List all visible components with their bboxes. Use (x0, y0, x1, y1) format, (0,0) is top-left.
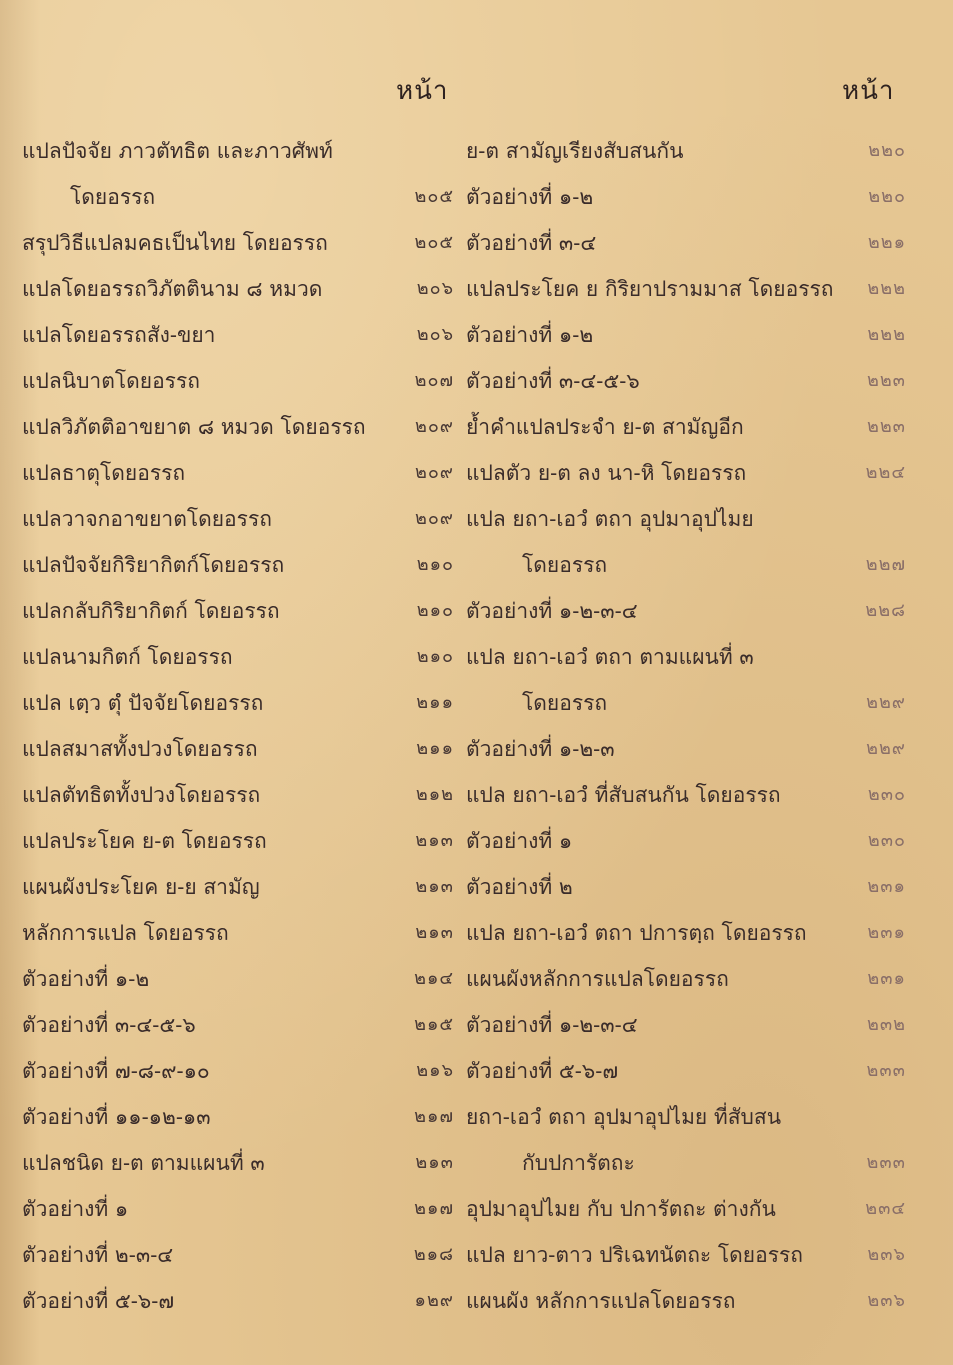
toc-entry-page-number: ๒๐๙ (414, 508, 454, 529)
toc-entry (466, 680, 906, 726)
toc-entry-title: โดยอรรถ (522, 691, 608, 715)
toc-entry-page-number: ๒๑๓ (415, 922, 454, 943)
toc-entry-page-number: ๒๑๑ (416, 692, 454, 713)
toc-entry-page-number: ๒๑๐ (416, 554, 454, 575)
toc-entry-title: แปลประโยค ย กิริยาปรามมาส โดยอรรถ (466, 277, 834, 301)
left-page-header: หน้า (396, 76, 449, 106)
toc-entry (466, 864, 906, 910)
toc-entry (22, 956, 454, 1002)
toc-entry-title: แปลประโยค ย-ต โดยอรรถ (22, 829, 267, 853)
toc-entry-page-number: ๑๒๙ (414, 1290, 454, 1311)
toc-entry-title: แปลปัจจัยกิริยากิตก์โดยอรรถ (22, 553, 285, 577)
toc-entry (466, 404, 906, 450)
toc-entry-title: แปลวาจกอาขยาตโดยอรรถ (22, 507, 272, 531)
toc-entry (466, 1232, 906, 1278)
toc-entry (22, 1232, 454, 1278)
toc-entry-page-number: ๒๒๓ (866, 416, 906, 437)
toc-entry (22, 1140, 454, 1186)
toc-entry-title: ตัวอย่างที่ ๑๑-๑๒-๑๓ (22, 1105, 211, 1129)
toc-entry (22, 818, 454, 864)
toc-entry-page-number: ๒๒๒ (867, 278, 906, 299)
toc-entry-page-number: ๒๓๑ (867, 922, 906, 943)
toc-entry (466, 1278, 906, 1324)
toc-entry (466, 1048, 906, 1094)
toc-entry-title: ตัวอย่างที่ ๑-๒-๓-๔ (466, 599, 638, 623)
toc-entry-title: ตัวอย่างที่ ๑-๒ (466, 323, 594, 347)
toc-entry-title: ตัวอย่างที่ ๓-๔-๕-๖ (466, 369, 640, 393)
toc-entry-page-number: ๒๒๐ (868, 186, 906, 207)
toc-entry-page-number: ๒๑๗ (414, 1106, 454, 1127)
toc-entry-title: สรุปวิธีแปลมคธเป็นไทย โดยอรรถ (22, 231, 328, 255)
toc-entry-page-number: ๒๑๓ (415, 876, 454, 897)
toc-entry (466, 220, 906, 266)
toc-entry-page-number: ๒๓๔ (865, 1198, 906, 1219)
toc-entry (22, 680, 454, 726)
toc-entry-page-number: ๒๒๐ (868, 140, 906, 161)
toc-entry-page-number: ๒๓๖ (867, 1244, 906, 1265)
toc-entry-page-number: ๒๑๓ (415, 1152, 454, 1173)
toc-entry-page-number: ๒๐๖ (416, 278, 454, 299)
toc-entry-title: ตัวอย่างที่ ๑-๒-๓ (466, 737, 615, 761)
toc-entry-title: ตัวอย่างที่ ๑ (22, 1197, 129, 1221)
toc-entry (22, 358, 454, 404)
toc-entry-page-number: ๒๓๐ (867, 830, 906, 851)
toc-entry (22, 266, 454, 312)
toc-entry-page-number: ๒๑๓ (415, 830, 454, 851)
toc-entry-title: อุปมาอุปไมย กับ ปการัตถะ ต่างกัน (466, 1197, 776, 1221)
toc-entry (22, 1048, 454, 1094)
toc-entry-title: ตัวอย่างที่ ๗-๘-๙-๑๐ (22, 1059, 210, 1083)
toc-entry (466, 450, 906, 496)
toc-entry-title: แปลวิภัตติอาขยาต ๘ หมวด โดยอรรถ (22, 415, 366, 439)
toc-entry (22, 1094, 454, 1140)
toc-entry-title: แปลสมาสทั้งปวงโดยอรรถ (22, 737, 258, 761)
toc-entry (22, 220, 454, 266)
toc-entry (466, 588, 906, 634)
toc-entry-page-number: ๒๐๙ (414, 462, 454, 483)
toc-entry-page-number: ๒๒๑ (867, 232, 906, 253)
toc-entry-page-number: ๒๐๗ (414, 370, 454, 391)
toc-entry-page-number: ๒๓๓ (866, 1152, 906, 1173)
toc-entry (466, 174, 906, 220)
toc-entry-page-number: ๒๒๓ (866, 370, 906, 391)
toc-entry (22, 542, 454, 588)
toc-entry (466, 1002, 906, 1048)
toc-entry-page-number: ๒๑๘ (413, 1244, 454, 1265)
toc-entry-page-number: ๒๑๑ (416, 738, 454, 759)
toc-entry-page-number: ๒๒๙ (866, 738, 906, 759)
toc-entry-title: แปล ยถา-เอวํ ตถา ปการตฺถ โดยอรรถ (466, 921, 807, 945)
toc-entry-page-number: ๒๓๑ (867, 968, 906, 989)
toc-entry-title: แผนผัง หลักการแปลโดยอรรถ (466, 1289, 736, 1313)
toc-entry-page-number: ๒๒๔ (865, 462, 906, 483)
toc-entry (22, 496, 454, 542)
toc-entry-title: โดยอรรถ (70, 185, 156, 209)
toc-entry-page-number: ๒๒๗ (865, 554, 906, 575)
toc-entry-page-number: ๒๒๙ (866, 692, 906, 713)
toc-entry (466, 1140, 906, 1186)
toc-entry-page-number: ๒๐๕ (414, 232, 454, 253)
toc-entry (466, 772, 906, 818)
toc-entry-page-number: ๒๑๗ (414, 1198, 454, 1219)
toc-entry-title: แปลนิบาตโดยอรรถ (22, 369, 200, 393)
toc-entry (466, 266, 906, 312)
toc-entry (22, 1002, 454, 1048)
toc-entry-page-number: ๒๓๓ (866, 1060, 906, 1081)
toc-entry-title: แปลโดยอรรถวิภัตตินาม ๘ หมวด (22, 277, 323, 301)
toc-entry (466, 956, 906, 1002)
toc-entry-title: หลักการแปล โดยอรรถ (22, 921, 229, 945)
toc-entry-page-number: ๒๑๒ (415, 784, 454, 805)
toc-entry (466, 312, 906, 358)
toc-entry-page-number: ๒๑๐ (416, 600, 454, 621)
toc-entry-title: แปลปัจจัย ภาวตัทธิต และภาวศัพท์ (22, 139, 333, 163)
toc-entry-title: แปลตัว ย-ต ลง นา-หิ โดยอรรถ (466, 461, 747, 485)
toc-entry-title: ตัวอย่างที่ ๕-๖-๗ (22, 1289, 175, 1313)
toc-entry (22, 404, 454, 450)
toc-entry-title: ตัวอย่างที่ ๑-๒-๓-๔ (466, 1013, 638, 1037)
toc-entry-page-number: ๒๓๖ (867, 1290, 906, 1311)
toc-entry (22, 772, 454, 818)
toc-entry (466, 1186, 906, 1232)
toc-entry-title: แปลตัทธิตทั้งปวงโดยอรรถ (22, 783, 261, 807)
right-toc-column (466, 128, 906, 1324)
toc-entry-title: ตัวอย่างที่ ๒-๓-๔ (22, 1243, 174, 1267)
toc-entry-page-number: ๒๑๕ (414, 1014, 454, 1035)
toc-entry-page-number: ๒๐๕ (414, 186, 454, 207)
toc-entry (466, 726, 906, 772)
toc-entry-title: ย-ต สามัญเรียงสับสนกัน (466, 139, 684, 163)
left-toc-column (22, 128, 454, 1324)
toc-entry-page-number: ๒๐๙ (414, 416, 454, 437)
toc-entry-title: แปล ยถา-เอวํ ตถา ตามแผนที่ ๓ (466, 645, 754, 669)
toc-entry (466, 542, 906, 588)
toc-entry-page-number: ๒๐๖ (416, 324, 454, 345)
toc-entry-title: ตัวอย่างที่ ๓-๔ (466, 231, 597, 255)
toc-entry-page-number: ๒๑๔ (414, 968, 454, 989)
toc-entry (466, 634, 906, 680)
toc-entry-title: แปลกลับกิริยากิตก์ โดยอรรถ (22, 599, 280, 623)
toc-entry-page-number: ๒๑๐ (416, 646, 454, 667)
toc-entry (466, 818, 906, 864)
toc-entry-title: ตัวอย่างที่ ๕-๖-๗ (466, 1059, 619, 1083)
toc-entry (22, 450, 454, 496)
toc-entry (466, 1094, 906, 1140)
toc-entry (22, 726, 454, 772)
toc-entry-title: แปล ยถา-เอวํ ตถา อุปมาอุปไมย (466, 507, 754, 531)
toc-entry-page-number: ๒๓๒ (866, 1014, 906, 1035)
toc-entry-page-number: ๒๓๑ (867, 876, 906, 897)
toc-entry-title: แผนผังประโยค ย-ย สามัญ (22, 875, 260, 899)
toc-entry (22, 1186, 454, 1232)
toc-entry-page-number: ๒๒๒ (867, 324, 906, 345)
toc-entry-title: แปล ยถา-เอวํ ที่สับสนกัน โดยอรรถ (466, 783, 781, 807)
toc-entry-title: ตัวอย่างที่ ๓-๔-๕-๖ (22, 1013, 196, 1037)
toc-entry-title: แปลธาตุโดยอรรถ (22, 461, 186, 485)
toc-entry (466, 496, 906, 542)
toc-entry (22, 588, 454, 634)
toc-entry-title: แปลชนิด ย-ต ตามแผนที่ ๓ (22, 1151, 265, 1175)
toc-entry-page-number: ๒๑๖ (416, 1060, 454, 1081)
toc-entry (22, 634, 454, 680)
toc-entry (22, 864, 454, 910)
toc-entry-title: โดยอรรถ (522, 553, 608, 577)
toc-entry-title: ตัวอย่างที่ ๒ (466, 875, 573, 899)
toc-entry-title: แผนผังหลักการแปลโดยอรรถ (466, 967, 729, 991)
toc-entry (22, 128, 454, 174)
toc-entry-page-number: ๒๒๘ (865, 600, 906, 621)
toc-entry-title: แปลโดยอรรถสัง-ขยา (22, 323, 216, 347)
toc-entry-title: กับปการัตถะ (522, 1151, 635, 1175)
toc-entry-title: ยถา-เอวํ ตถา อุปมาอุปไมย ที่สับสน (466, 1105, 782, 1129)
toc-entry (22, 910, 454, 956)
toc-entry-title: แปลนามกิตก์ โดยอรรถ (22, 645, 233, 669)
right-page-header: หน้า (842, 76, 895, 106)
toc-entry-page-number: ๒๓๐ (867, 784, 906, 805)
toc-entry-title: ตัวอย่างที่ ๑-๒ (466, 185, 594, 209)
toc-entry-title: แปล เตฺว ตุํ ปัจจัยโดยอรรถ (22, 691, 264, 715)
toc-entry (22, 1278, 454, 1324)
toc-entry-title: ย้ำคำแปลประจำ ย-ต สามัญอีก (466, 415, 744, 439)
toc-entry (466, 910, 906, 956)
toc-entry-title: ตัวอย่างที่ ๑-๒ (22, 967, 150, 991)
toc-entry-title: แปล ยาว-ตาว ปริเฉทนัตถะ โดยอรรถ (466, 1243, 803, 1267)
toc-entry (466, 128, 906, 174)
toc-entry (22, 312, 454, 358)
toc-entry-title: ตัวอย่างที่ ๑ (466, 829, 573, 853)
toc-entry (466, 358, 906, 404)
toc-entry (22, 174, 454, 220)
